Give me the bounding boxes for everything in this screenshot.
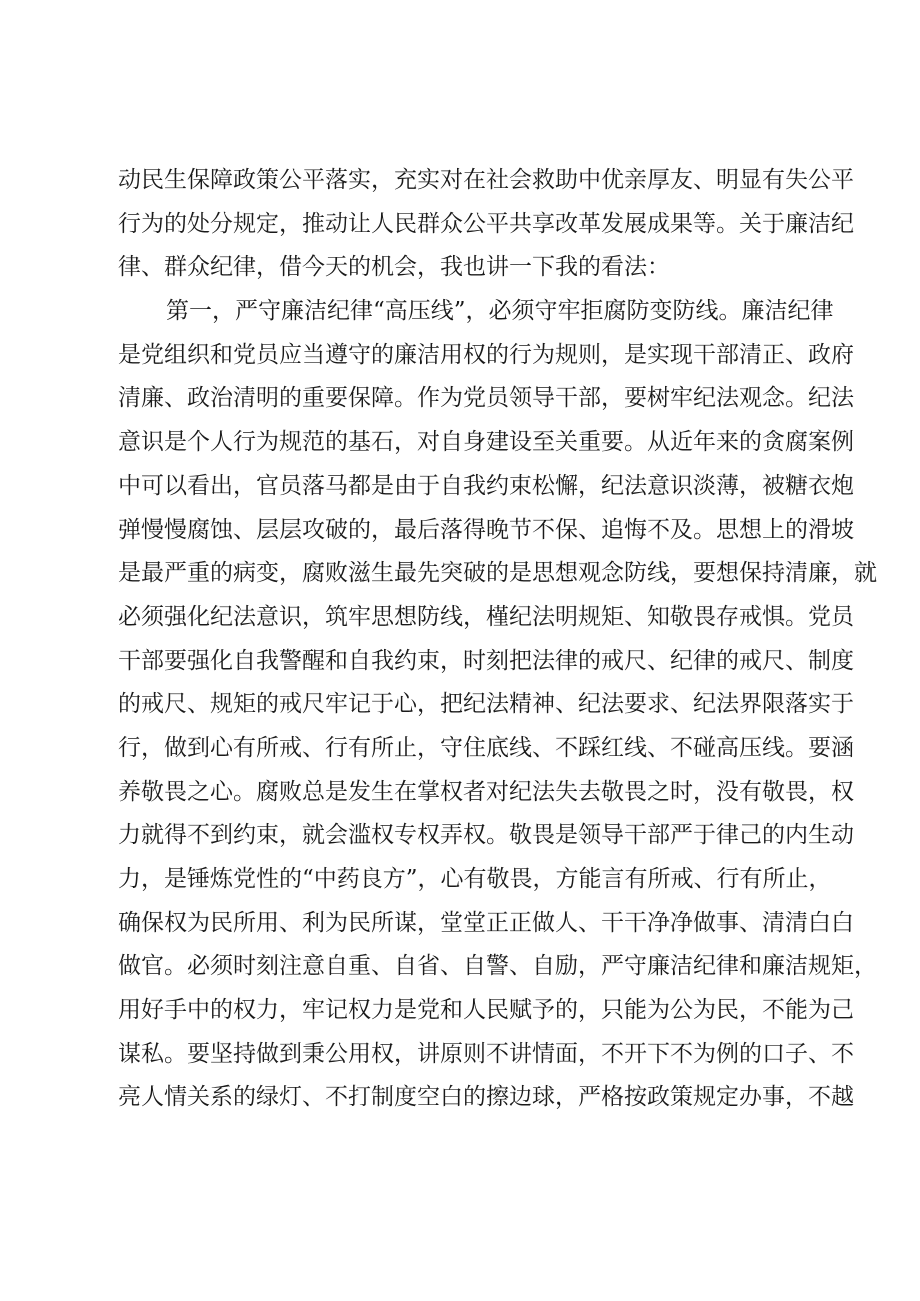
text-line: 中可以看出，官员落马都是由于自我约束松懈，纪法意识淡薄，被糖衣炮 — [118, 472, 854, 499]
text-line: 动民生保障政策公平落实，充实对在社会救助中优亲厚友、明显有失公平 — [118, 167, 854, 193]
text-line: 清廉、政治清明的重要保障。作为党员领导干部，要树牢纪法观念。纪法 — [118, 385, 854, 412]
text-line: 干部要强化自我警醒和自我约束，时刻把法律的戒尺、纪律的戒尺、制度 — [118, 647, 854, 674]
text-line: 的戒尺、规矩的戒尺牢记于心，把纪法精神、纪法要求、纪法界限落实于 — [118, 691, 854, 718]
text-line: 确保权为民所用、利为民所谋，堂堂正正做人、干干净净做事、清清白白 — [118, 909, 854, 936]
text-line: 行为的处分规定，推动让人民群众公平共享改革发展成果等。关于廉洁纪 — [118, 210, 854, 237]
text-line: 养敬畏之心。腐败总是发生在掌权者对纪法失去敬畏之时，没有敬畏，权 — [118, 778, 854, 805]
text-line: 亮人情关系的绿灯、不打制度空白的擦边球，严格按政策规定办事，不越 — [118, 1084, 854, 1111]
text-line: 用好手中的权力，牢记权力是党和人民赋予的，只能为公为民，不能为己 — [118, 997, 854, 1024]
text-line: 谋私。要坚持做到秉公用权，讲原则不讲情面，不开下不为例的口子、不 — [118, 1040, 854, 1067]
text-line: 做官。必须时刻注意自重、自省、自警、自励，严守廉洁纪律和廉洁规矩， — [118, 953, 877, 980]
text-line: 是党组织和党员应当遵守的廉洁用权的行为规则，是实现干部清正、政府 — [118, 341, 854, 368]
text-line: 力就得不到约束，就会滥权专权弄权。敬畏是领导干部严于律己的内生动 — [118, 822, 854, 849]
document-body — [118, 159, 877, 1120]
text-line: 必须强化纪法意识，筑牢思想防线，槿纪法明规矩、知敬畏存戒惧。党员 — [118, 603, 854, 630]
text-line: 律、群众纪律，借今天的机会，我也讲一下我的看法： — [118, 254, 670, 281]
text-line: 是最严重的病变，腐败滋生最先突破的是思想观念防线，要想保持清廉，就 — [118, 560, 877, 587]
paragraph-first-line: 第一，严守廉洁纪律“高压线”，必须守牢拒腐防变防线。廉洁纪律 — [166, 298, 834, 325]
text-line: 意识是个人行为规范的基石，对自身建设至关重要。从近年来的贪腐案例 — [118, 429, 854, 456]
text-line: 弹慢慢腐蚀、层层攻破的，最后落得晚节不保、追悔不及。思想上的滑坡 — [118, 516, 854, 543]
text-line: 行，做到心有所戒、行有所止，守住底线、不踩红线、不碰高压线。要涵 — [118, 734, 854, 761]
text-line: 力，是锤炼党性的“中药良方”，心有敬畏，方能言有所戒、行有所止， — [118, 866, 832, 892]
